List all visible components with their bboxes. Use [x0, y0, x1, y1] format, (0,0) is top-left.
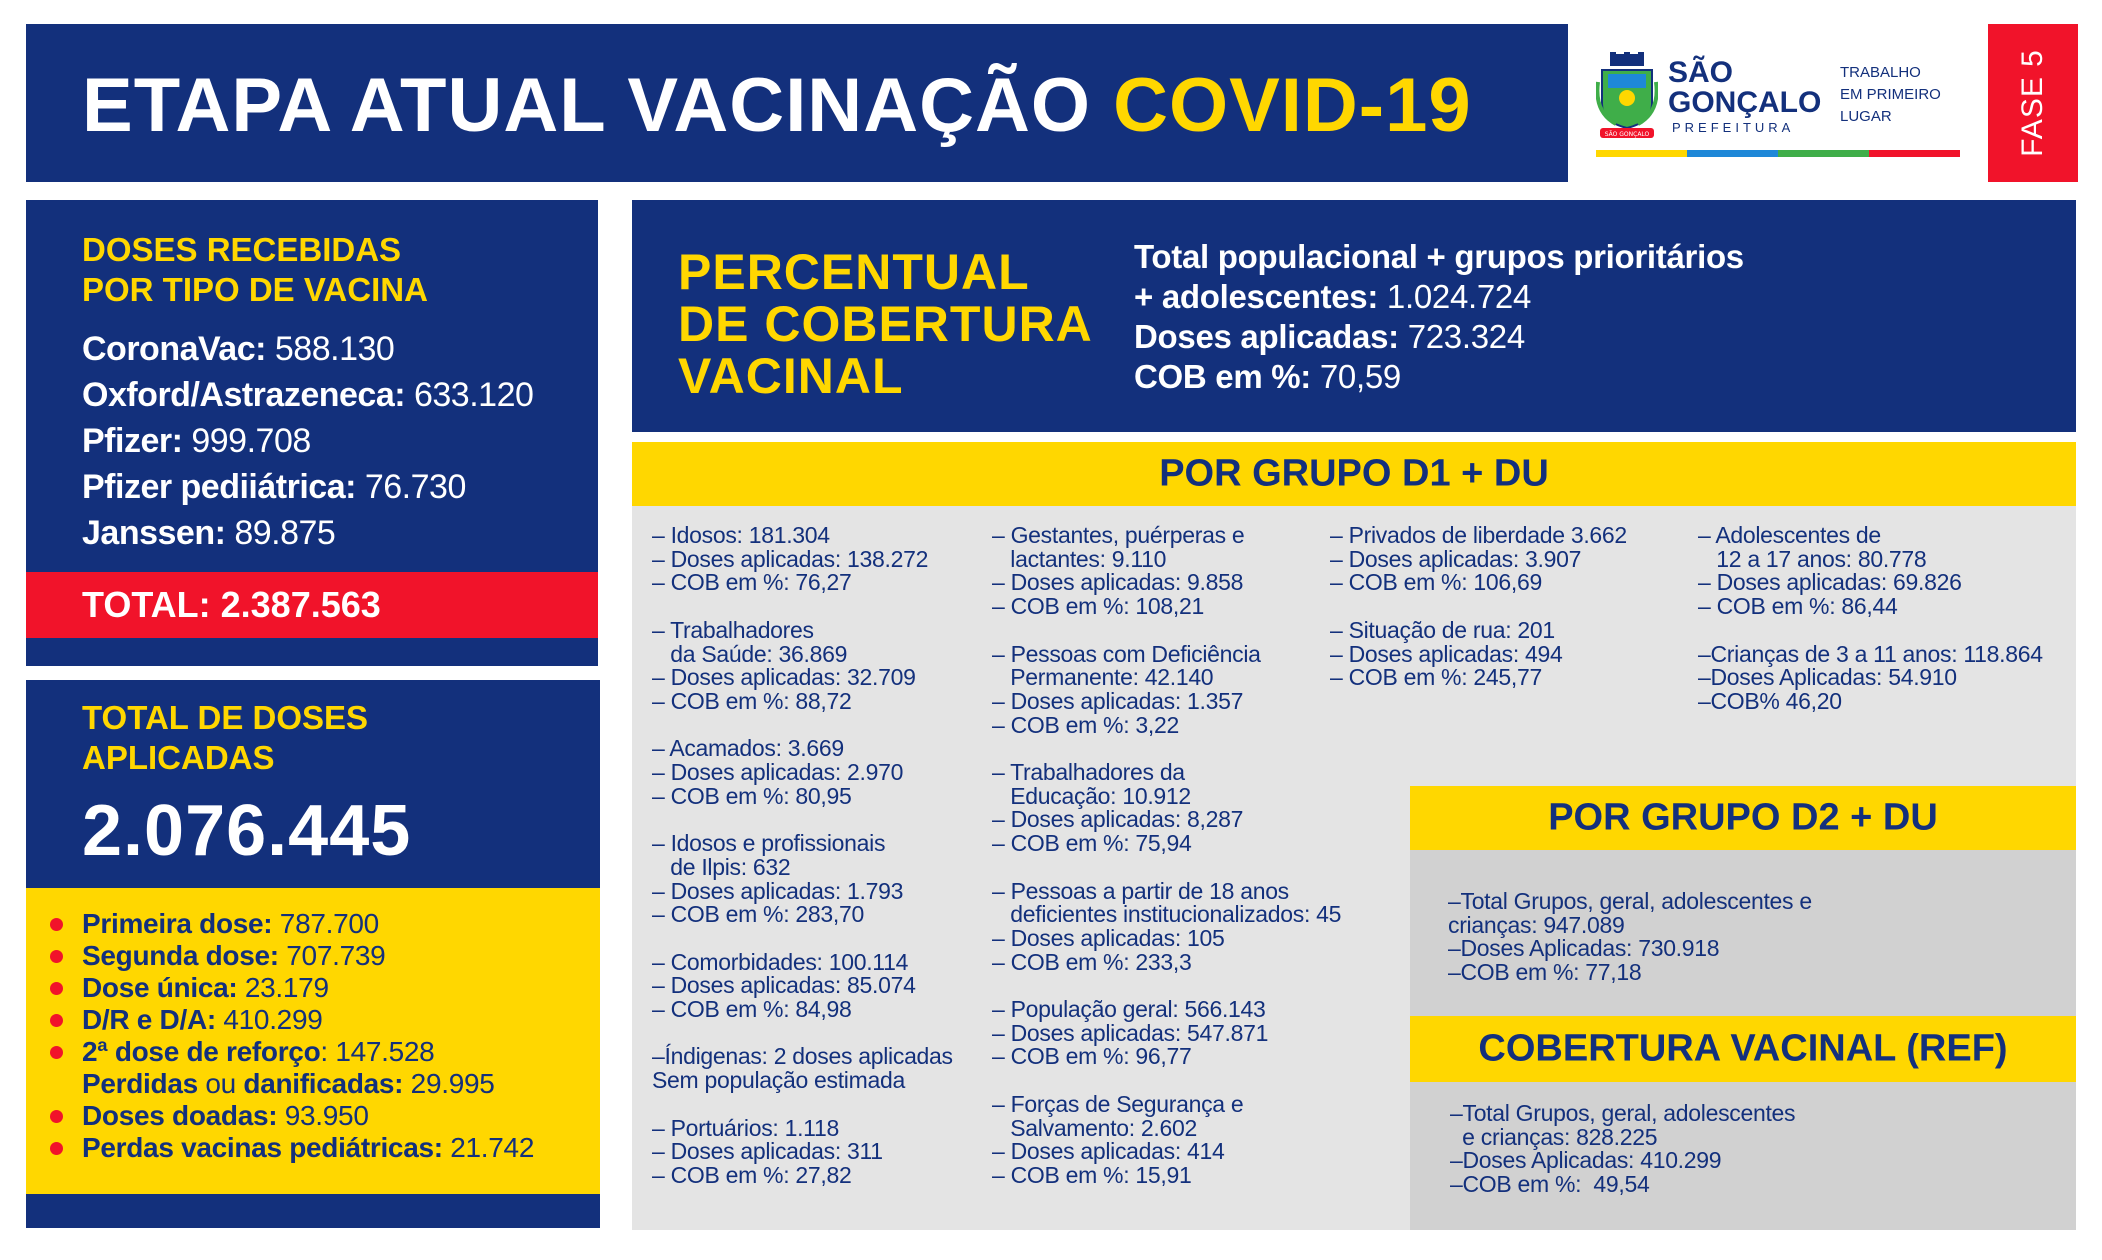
- city-crest-icon: [1596, 52, 1658, 140]
- list-item: Doses doadas: 93.950: [82, 1100, 369, 1132]
- coverage-percent-panel: [632, 200, 2076, 432]
- vaccine-pfizer-pediatric: Pfizer pediiátrica: 76.730: [82, 468, 466, 506]
- vaccine-janssen: Janssen: 89.875: [82, 514, 336, 552]
- list-item: Dose única: 23.179: [82, 972, 329, 1004]
- list-item: Primeira dose: 787.700: [82, 908, 379, 940]
- bullet-icon: [50, 982, 63, 995]
- group-d1-title: POR GRUPO D1 + DU: [1159, 452, 1549, 495]
- group-d1-column-2: – Gestantes, puérperas e lactantes: 9.110 – Doses aplicadas: 9.858 – COB em %: 108,21 – Pessoas com Deficiência Permanente: 42.140 – Doses aplicadas: 1.357 – COB em %: 3,22 – Trabalhadores da Educação: 10.912 – Doses aplicadas: 8,287 – COB em %: 75,94 – Pessoas a partir de 18 anos deficientes institucionalizados: 45 – Doses aplicadas: 105 – COB em %: 233,3 – População geral: 566.143 – Doses aplicadas: 547.871 – COB em %: 96,77 – Forças de Segurança e Salvamento: 2.602 – Doses aplicadas: 414 – COB em %: 15,91: [992, 522, 1342, 1188]
- doses-received-total: TOTAL: 2.387.563: [82, 584, 381, 625]
- logo-color-stripes: [1596, 150, 1960, 157]
- doses-received-panel: [26, 200, 598, 666]
- coverage-percent-title: PERCENTUAL DE COBERTURA VACINAL: [678, 244, 1093, 404]
- title-main: ETAPA ATUAL VACINAÇÃO: [82, 63, 1091, 148]
- vaccine-pfizer: Pfizer: 999.708: [82, 422, 311, 460]
- bullet-icon: [50, 1014, 63, 1027]
- bullet-icon: [50, 1142, 63, 1155]
- coverage-doses-applied: Doses aplicadas: 723.324: [1134, 318, 1525, 355]
- logo-subtitle: PREFEITURA: [1672, 120, 1795, 135]
- coverage-percent: COB em %: 70,59: [1134, 358, 1401, 395]
- coverage-population: + adolescentes: 1.024.724: [1134, 278, 1532, 315]
- bullet-icon: [50, 1046, 63, 1059]
- group-d1-column-1: – Idosos: 181.304 – Doses aplicadas: 138.272 – COB em %: 76,27 – Trabalhadores da Saúde: 36.869 – Doses aplicadas: 32.709 – COB em %: 88,72 – Acamados: 3.669 – Doses aplicadas: 2.970 – COB em %: 80,95 – Idosos e profissionais de Ilpis: 632 – Doses aplicadas: 1.793 – COB em %: 283,70 – Comorbidades: 100.114 – Doses aplicadas: 85.074 – COB em %: 84,98 –Índigenas: 2 doses aplicadas Sem população estimada – Portuários: 1.118 – Doses aplicadas: 311 – COB em %: 27,82: [652, 522, 953, 1188]
- bullet-icon: [50, 950, 63, 963]
- logo-city-line1: SÃO: [1668, 56, 1734, 89]
- phase-badge: [1988, 24, 2078, 182]
- coverage-ref-text: –Total Grupos, geral, adolescentes e crianças: 828.225 –Doses Aplicadas: 410.299 –COB em %: 49,54: [1450, 1100, 1796, 1198]
- list-item: 2ª dose de reforço: 147.528: [82, 1036, 434, 1068]
- list-item: D/R e D/A: 410.299: [82, 1004, 323, 1036]
- group-d2-text: –Total Grupos, geral, adolescentes e crianças: 947.089 –Doses Aplicadas: 730.918 –COB em %: 77,18: [1448, 888, 1812, 986]
- logo-slogan-line1: TRABALHO: [1840, 64, 1921, 81]
- group-d2-title: POR GRUPO D2 + DU: [1548, 796, 1938, 839]
- doses-applied-total: 2.076.445: [82, 791, 412, 871]
- coverage-ref-panel: [1410, 1082, 2076, 1230]
- group-d1-column-4: – Adolescentes de 12 a 17 anos: 80.778 – Doses aplicadas: 69.826 – COB em %: 86,44 –Crianças de 3 a 11 anos: 118.864 –Doses Aplicadas: 54.910 –COB% 46,20: [1698, 522, 2043, 714]
- group-d1-column-3: – Privados de liberdade 3.662 – Doses aplicadas: 3.907 – COB em %: 106,69 – Situação de rua: 201 – Doses aplicadas: 494 – COB em %: 245,77: [1330, 522, 1627, 691]
- phase-label: FASE 5: [2016, 49, 2049, 157]
- coverage-ref-header: [1410, 1016, 2076, 1082]
- logo-slogan-line2: EM PRIMEIRO: [1840, 86, 1941, 103]
- header-banner: [26, 24, 2078, 182]
- list-item: Perdas vacinas pediátricas: 21.742: [82, 1132, 534, 1164]
- doses-applied-list: [26, 888, 600, 1194]
- group-d1-header: [632, 442, 2076, 506]
- coverage-population-label: Total populacional + grupos prioritários: [1134, 238, 1744, 275]
- list-item: Segunda dose: 707.739: [82, 940, 385, 972]
- vaccine-coronavac: CoronaVac: 588.130: [82, 330, 395, 368]
- group-d2-header: [1410, 786, 2076, 850]
- bullet-icon: [50, 918, 63, 931]
- vaccine-astrazeneca: Oxford/Astrazeneca: 633.120: [82, 376, 534, 414]
- logo-city-line2: GONÇALO: [1668, 86, 1822, 119]
- coverage-ref-title: COBERTURA VACINAL (REF): [1478, 1027, 2008, 1070]
- logo-slogan-line3: LUGAR: [1840, 108, 1892, 125]
- title-highlight: COVID-19: [1113, 63, 1472, 148]
- prefeitura-logo: [1568, 24, 1988, 182]
- doses-received-total-bar: [26, 572, 598, 638]
- bullet-icon: [50, 1110, 63, 1123]
- svg-text:SÃO GONÇALO: SÃO GONÇALO: [1604, 131, 1650, 138]
- group-d2-panel: [1410, 850, 2076, 1016]
- page-title: [82, 62, 1472, 149]
- doses-applied-title: TOTAL DE DOSES APLICADAS: [82, 699, 369, 776]
- doses-received-title: DOSES RECEBIDAS POR TIPO DE VACINA: [82, 231, 428, 308]
- list-item: Perdidas ou danificadas: 29.995: [82, 1068, 495, 1099]
- doses-applied-panel: [26, 680, 600, 1228]
